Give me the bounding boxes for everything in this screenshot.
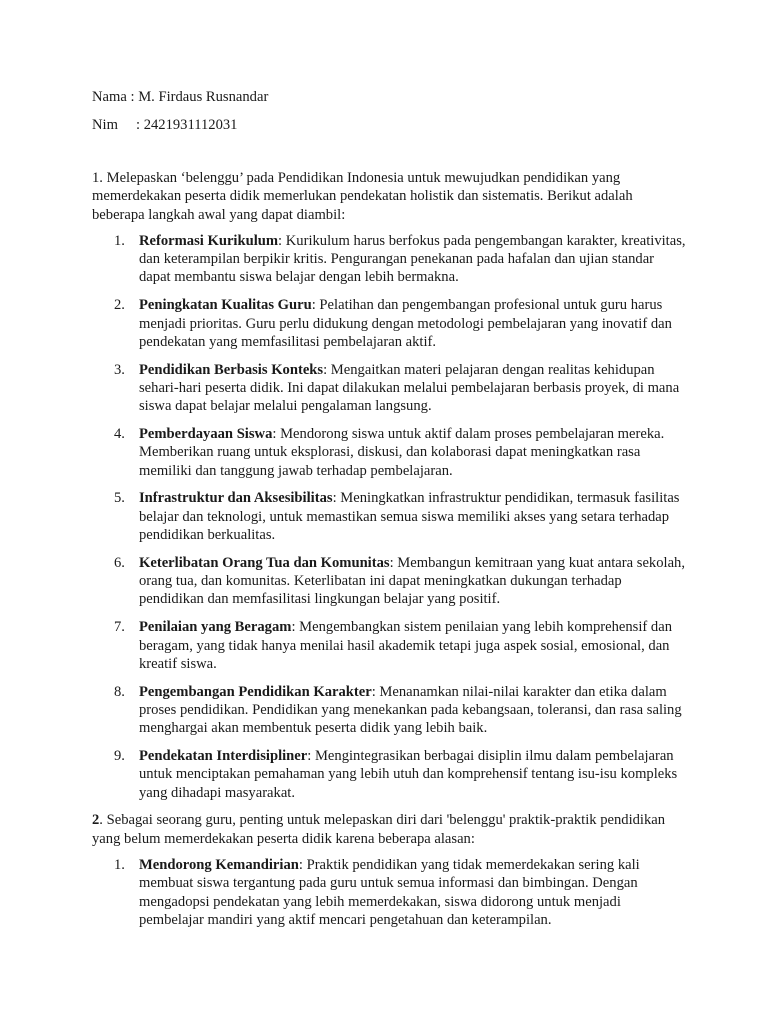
- student-name-line: [92, 88, 686, 106]
- list-item: [92, 361, 686, 416]
- list-item-text: : Kurikulum harus berfokus pada pengembangan karakter, kreativitas, dan keterampilan berpikir kritis. Pengurangan penekanan pada hafalan dan ujian standar dapat membantu siswa belajar dengan lebih bermakna.: [139, 232, 686, 286]
- student-nim-line: [92, 116, 686, 134]
- list-item-title: Penilaian yang Beragam: [139, 619, 292, 636]
- list-item-number: 5.: [114, 490, 125, 507]
- name-label: Nama :: [92, 89, 139, 105]
- list-item-title: Reformasi Kurikulum: [139, 232, 279, 249]
- list-item-text: : Membangun kemitraan yang kuat antara sekolah, orang tua, dan komunitas. Keterlibatan ini dapat meningkatkan dukungan terhadap pendidikan dan memfasilitasi lingkungan belajar yang positif.: [139, 554, 686, 608]
- list-item-title: Pengembangan Pendidikan Karakter: [139, 683, 372, 700]
- list-item-number: 8.: [114, 683, 125, 700]
- list-item-text: : Mendorong siswa untuk aktif dalam proses pembelajaran mereka. Memberikan ruang untuk eksplorasi, diskusi, dan kolaborasi dapat meningkatkan rasa memiliki dan tanggung jawab terhadap pembelajaran.: [139, 426, 665, 479]
- list-item-text: : Menanamkan nilai-nilai karakter dan etika dalam proses pendidikan. Pendidikan yang menekankan pada kebangsaan, toleransi, dan rasa saling menghargai akan membentuk peserta didik yang lebih baik.: [139, 683, 682, 737]
- list-item-text: : Mengembangkan sistem penilaian yang lebih komprehensif dan beragam, yang tidak hanya menilai hasil akademik tetapi juga aspek sosial, emosional, dan kreatif siswa.: [139, 619, 672, 672]
- list-item-title: Infrastruktur dan Aksesibilitas: [139, 490, 333, 507]
- list-item: [92, 296, 686, 351]
- list-item: [92, 618, 686, 673]
- list-item: [92, 554, 686, 609]
- question-2-intro-text: . Sebagai seorang guru, penting untuk melepaskan diri dari 'belenggu' praktik-praktik pendidikan yang belum memerdekakan peserta didik karena beberapa alasan:: [92, 812, 666, 847]
- list-item-number: 2.: [114, 297, 125, 314]
- list-item-number: 1.: [114, 232, 125, 249]
- list-item-title: Keterlibatan Orang Tua dan Komunitas: [139, 554, 390, 571]
- question-1-intro: 1. Melepaskan ‘belenggu’ pada Pendidikan Indonesia untuk mewujudkan pendidikan yang memerdekakan peserta didik memerlukan pendekatan holistik dan sistematis. Berikut adalah beberapa langkah awal yang dapat diambil:: [92, 170, 633, 223]
- list-item: [92, 683, 686, 738]
- student-name: M. Firdaus Rusnandar: [138, 89, 269, 105]
- question-1: [92, 169, 686, 802]
- question-1-list: [92, 232, 686, 802]
- student-nim: : 2421931112031: [136, 117, 238, 133]
- list-item-text: : Mengaitkan materi pelajaran dengan realitas kehidupan sehari-hari peserta didik. Ini dapat dilakukan melalui pembelajaran berbasis proyek, di mana siswa dapat belajar melalui pengalaman langsung.: [139, 361, 680, 415]
- list-item-number: 1.: [114, 857, 125, 873]
- list-item-number: 4.: [114, 426, 125, 443]
- list-item-number: 7.: [114, 619, 125, 636]
- question-2-number: 2: [92, 812, 100, 829]
- list-item-title: Pemberdayaan Siswa: [139, 426, 273, 443]
- list-item-title: Peningkatan Kualitas Guru: [139, 297, 312, 314]
- list-item: [92, 489, 686, 544]
- document-page: [92, 88, 686, 939]
- list-item-title: Pendekatan Interdisipliner: [139, 748, 308, 765]
- list-item: [92, 856, 686, 929]
- list-item-number: 9.: [114, 748, 125, 765]
- list-item-text: : Praktik pendidikan yang tidak memerdekakan sering kali membuat siswa tergantung pada guru untuk semua informasi dan bimbingan. Dengan mengadopsi pendekatan yang lebih memerdekakan, siswa didorong untuk menjadi pembelajar mandiri yang aktif mencari pengetahuan dan keterampilan.: [139, 857, 640, 928]
- list-item-text: : Meningkatkan infrastruktur pendidikan, termasuk fasilitas belajar dan teknologi, untuk memastikan semua siswa memiliki akses yang setara terhadap pendidikan berkualitas.: [139, 490, 680, 544]
- question-2-list: [92, 856, 686, 929]
- list-item-number: 3.: [114, 361, 125, 378]
- list-item-number: 6.: [114, 554, 125, 571]
- list-item-text: : Pelatihan dan pengembangan profesional untuk guru harus menjadi prioritas. Guru perlu didukung dengan metodologi pembelajaran yang inovatif dan pendekatan yang memfasilitasi pembelajaran aktif.: [139, 297, 672, 350]
- list-item-title: Mendorong Kemandirian: [139, 857, 299, 873]
- list-item: [92, 425, 686, 480]
- list-item-title: Pendidikan Berbasis Konteks: [139, 361, 324, 378]
- list-item: [92, 232, 686, 287]
- list-item-text: : Mengintegrasikan berbagai disiplin ilmu dalam pembelajaran untuk menciptakan pemahaman yang lebih utuh dan komprehensif tentang isu-isu kompleks yang dihadapi masyarakat.: [139, 748, 678, 801]
- nim-label: Nim: [92, 117, 118, 133]
- list-item: [92, 747, 686, 802]
- question-2-intro: [92, 811, 686, 848]
- question-2: [92, 811, 686, 929]
